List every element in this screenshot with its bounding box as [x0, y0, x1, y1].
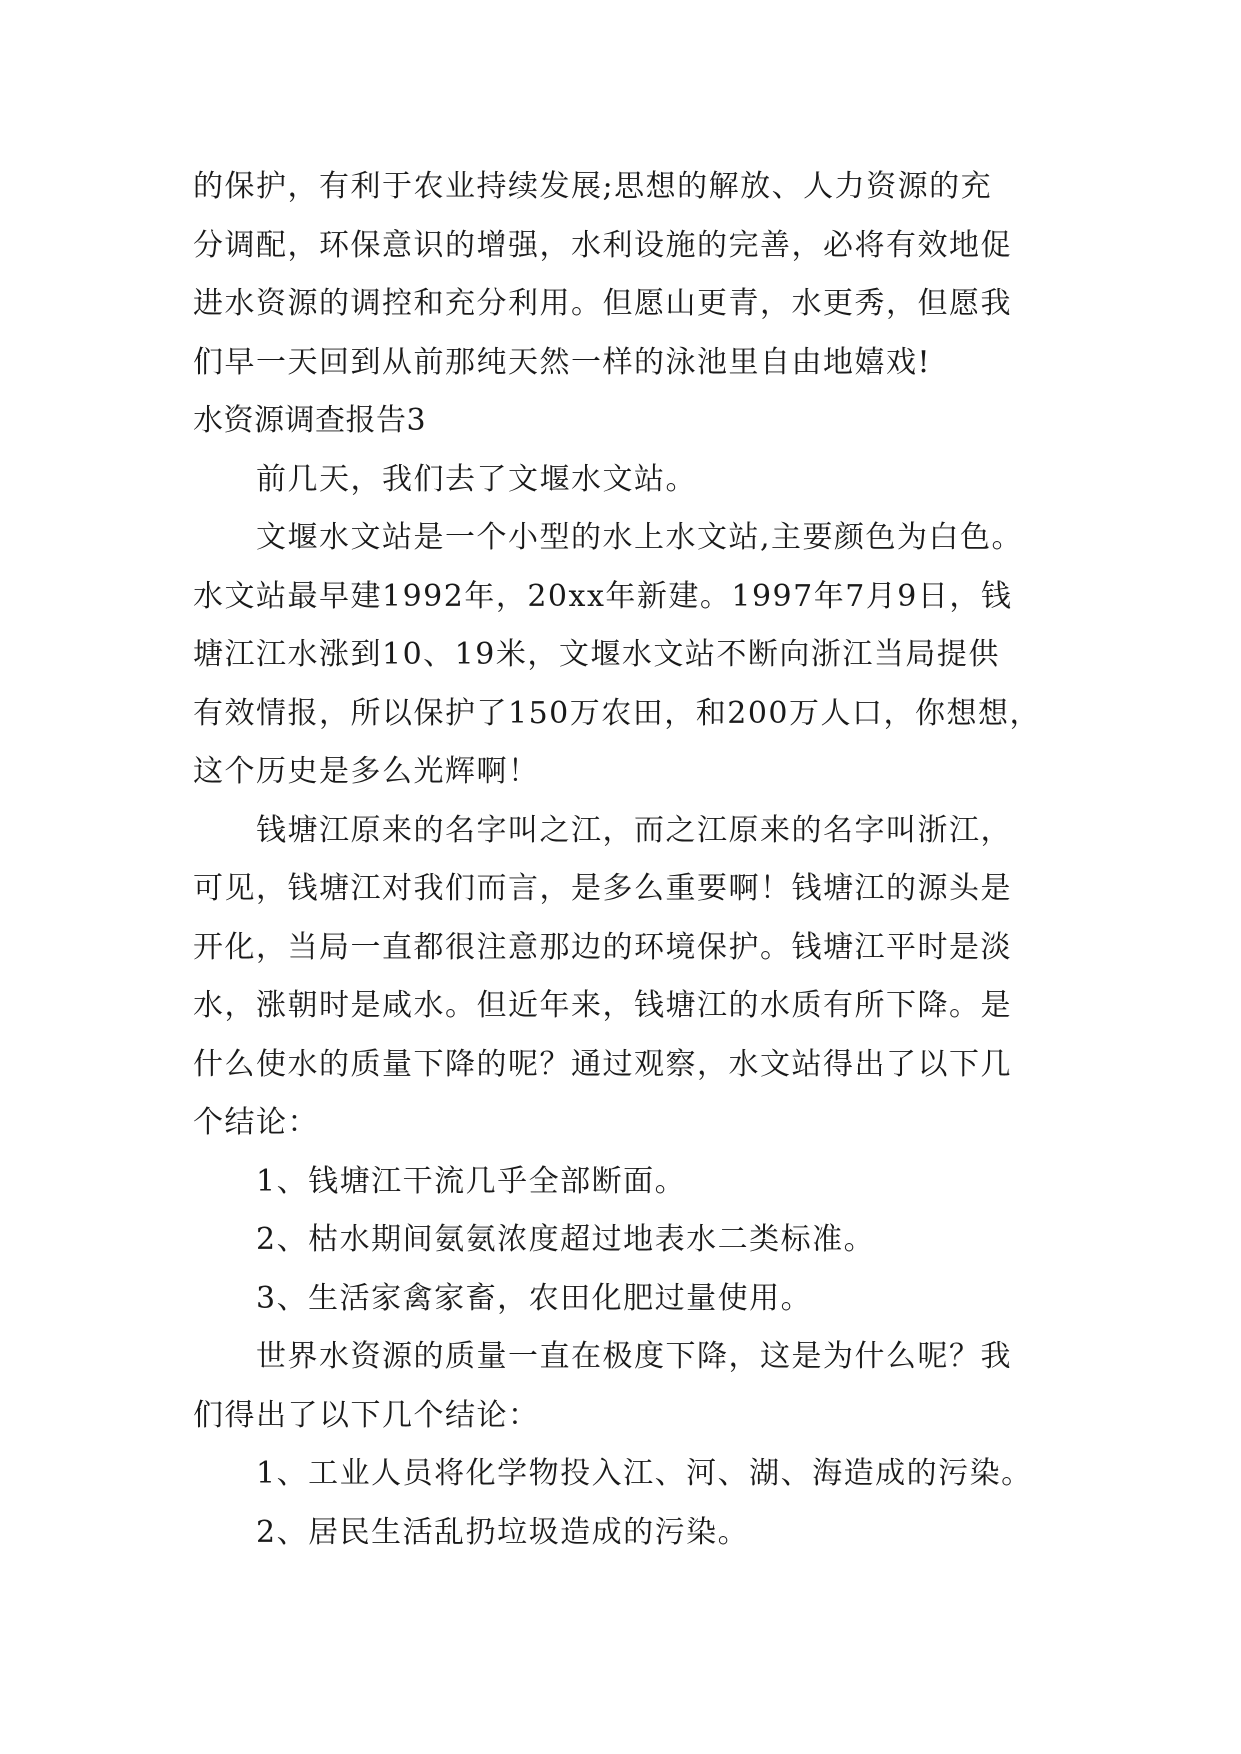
- list-item: 1、钱塘江干流几乎全部断面。: [256, 1163, 687, 1199]
- text-line: 这个历史是多么光辉啊！: [193, 754, 540, 789]
- list-item: 1、工业人员将化学物投入江、河、湖、海造成的污染。: [256, 1456, 1033, 1491]
- text-line: 个结论：: [193, 1105, 319, 1140]
- text-line: 世界水资源的质量一直在极度下降，这是为什么呢？我: [256, 1339, 1012, 1374]
- document-page: [193, 158, 1053, 1562]
- text-line: 水文站最早建1992年，20xx年新建。1997年7月9日，钱: [193, 578, 1013, 614]
- text-line: 有效情报，所以保护了150万农田，和200万人口，你想想，: [193, 695, 1042, 731]
- paragraph-world-water: [193, 1328, 1053, 1445]
- text-line: 可见，钱塘江对我们而言，是多么重要啊！钱塘江的源头是: [193, 871, 1012, 906]
- text-line: 们早一天回到从前那纯天然一样的泳池里自由地嬉戏!: [193, 344, 932, 380]
- list-item: 2、居民生活乱扔垃圾造成的污染。: [256, 1514, 750, 1550]
- continuation-paragraph: [193, 158, 1053, 392]
- list-item: 3、生活家禽家畜，农田化肥过量使用。: [256, 1280, 813, 1316]
- list-item: 2、枯水期间氨氨浓度超过地表水二类标准。: [256, 1222, 876, 1257]
- conclusion-list-station: [193, 1153, 1053, 1329]
- text-line: 分调配，环保意识的增强，水利设施的完善，必将有效地促: [193, 227, 1012, 263]
- text-line: 们得出了以下几个结论：: [193, 1397, 540, 1433]
- text-line: 塘江江水涨到10、19米，文堰水文站不断向浙江当局提供: [193, 637, 1000, 672]
- text-line: 水，涨朝时是咸水。但近年来，钱塘江的水质有所下降。是: [193, 988, 1012, 1023]
- text-line: 开化，当局一直都很注意那边的环境保护。钱塘江平时是淡: [193, 929, 1012, 965]
- paragraph-river-quality: [193, 802, 1053, 1153]
- paragraph-visit: [193, 451, 1053, 510]
- text-line: 的保护，有利于农业持续发展;思想的解放、人力资源的充: [193, 169, 993, 204]
- section-title: 水资源调查报告3: [193, 403, 427, 438]
- conclusion-list-world: [193, 1445, 1053, 1562]
- text-line: 什么使水的质量下降的呢？通过观察，水文站得出了以下几: [193, 1046, 1012, 1082]
- text-line: 前几天，我们去了文堰水文站。: [256, 461, 697, 497]
- text-line: 进水资源的调控和充分利用。但愿山更青，水更秀，但愿我: [193, 286, 1012, 321]
- text-line: 文堰水文站是一个小型的水上水文站,主要颜色为白色。: [256, 520, 1024, 555]
- text-line: 钱塘江原来的名字叫之江，而之江原来的名字叫浙江，: [256, 812, 1012, 848]
- paragraph-station-history: [193, 509, 1053, 802]
